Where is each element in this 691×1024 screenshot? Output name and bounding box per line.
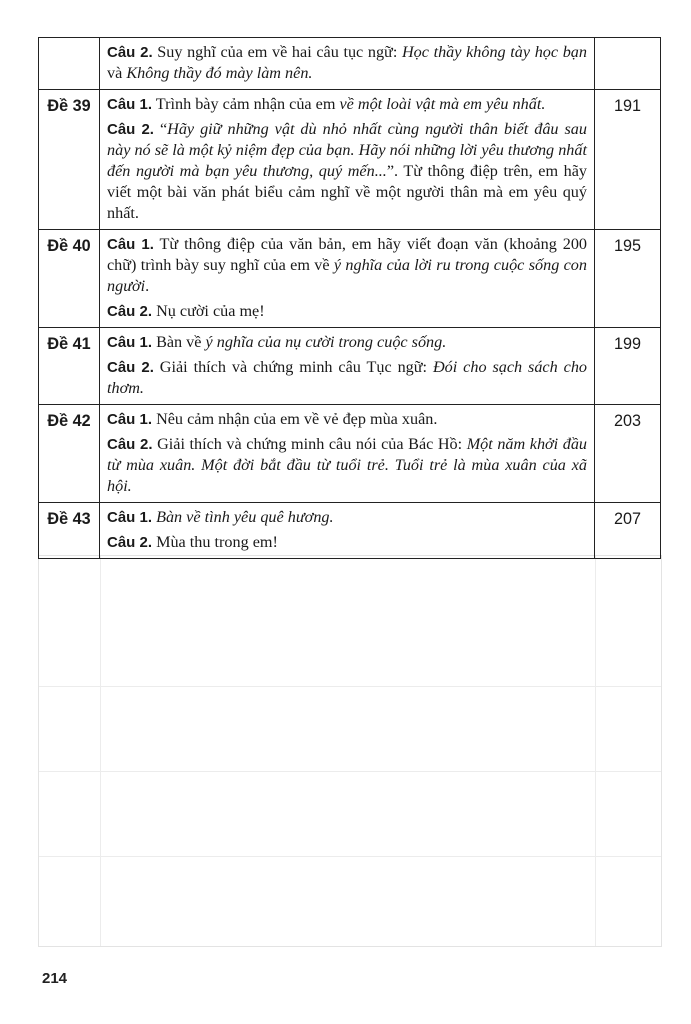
toc-row bbox=[39, 90, 661, 230]
exam-questions bbox=[100, 90, 595, 230]
toc-row bbox=[39, 230, 661, 328]
question-item bbox=[107, 234, 587, 297]
exam-questions bbox=[100, 328, 595, 405]
question-text-italic: Đói cho sạch sách cho thơm. bbox=[107, 358, 588, 397]
question-item bbox=[107, 301, 587, 322]
question-text-italic: Không thầy đó mày làm nên. bbox=[126, 64, 313, 82]
exam-questions bbox=[100, 405, 595, 503]
exam-number: Đề 43 bbox=[39, 503, 100, 559]
question-text-italic: Hãy giữ những vật dù nhỏ nhất cùng người thân biết đâu sau này nó sẽ là một kỷ niệm đẹp của bạn. Hãy nói những lời yêu thương nhất đến người mà bạn yêu thương, quý mến... bbox=[107, 120, 587, 180]
page-ref: 191 bbox=[595, 90, 661, 230]
page-number: 214 bbox=[42, 970, 68, 987]
page-ref: 195 bbox=[595, 230, 661, 328]
question-item bbox=[107, 507, 587, 528]
question-text-italic: Bàn về tình yêu quê hương. bbox=[156, 508, 334, 526]
question-text: Giải thích và chứng minh câu Tục ngữ: bbox=[153, 358, 433, 376]
question-text: Mùa thu trong em! bbox=[152, 533, 278, 551]
question-text: ”. Từ thông điệp trên, em hãy viết một bài văn phát biểu cảm nghĩ về một người thân mà em yêu quý nhất. bbox=[107, 162, 587, 222]
question-text: Giải thích và chứng minh câu nói của Bác Hồ: bbox=[152, 435, 467, 453]
question-text: Nụ cười của mẹ! bbox=[152, 302, 265, 320]
question-text: Trình bày cảm nhận của em bbox=[152, 95, 340, 113]
question-item bbox=[107, 42, 587, 84]
question-text-italic: Học thầy không tày học bạn bbox=[401, 43, 587, 61]
exam-number: Đề 40 bbox=[39, 230, 100, 328]
question-label: Câu 1. bbox=[107, 96, 153, 113]
question-label: Câu 1. bbox=[107, 509, 153, 526]
page-ref: 207 bbox=[595, 503, 661, 559]
toc-row bbox=[39, 405, 661, 503]
exam-questions bbox=[100, 38, 595, 90]
question-label: Câu 2. bbox=[107, 303, 153, 320]
question-label: Câu 2. bbox=[107, 44, 153, 61]
question-text: “ bbox=[153, 120, 168, 138]
question-item bbox=[107, 434, 587, 497]
question-text: và bbox=[107, 64, 127, 82]
exam-number: Đề 41 bbox=[39, 328, 100, 405]
question-item bbox=[107, 119, 587, 224]
question-text-italic: ý nghĩa của lời ru trong cuộc sống con người bbox=[107, 256, 587, 295]
page-ref: 203 bbox=[595, 405, 661, 503]
question-label: Câu 2. bbox=[107, 121, 154, 138]
question-text-italic: về một loài vật mà em yêu nhất. bbox=[339, 95, 546, 113]
question-item bbox=[107, 94, 587, 115]
question-label: Câu 2. bbox=[107, 436, 153, 453]
exam-number: Đề 39 bbox=[39, 90, 100, 230]
bleed-through-ghost bbox=[38, 555, 662, 947]
exam-number bbox=[39, 38, 100, 90]
question-item bbox=[107, 409, 587, 430]
question-text-italic: Một năm khởi đầu từ mùa xuân. Một đời bắt đầu từ tuổi trẻ. Tuổi trẻ là mùa xuân của xã hội. bbox=[107, 435, 588, 495]
question-text-italic: ý nghĩa của nụ cười trong cuộc sống. bbox=[205, 333, 447, 351]
question-item bbox=[107, 332, 587, 353]
question-label: Câu 1. bbox=[107, 334, 153, 351]
question-item bbox=[107, 357, 587, 399]
page-ref bbox=[595, 38, 661, 90]
exam-number: Đề 42 bbox=[39, 405, 100, 503]
exam-questions bbox=[100, 230, 595, 328]
question-label: Câu 2. bbox=[107, 534, 153, 551]
toc-table bbox=[38, 37, 661, 559]
question-text: Suy nghĩ của em về hai câu tục ngữ: bbox=[152, 43, 402, 61]
question-text: . bbox=[145, 277, 150, 295]
question-text: Bàn về bbox=[152, 333, 206, 351]
question-label: Câu 2. bbox=[107, 359, 154, 376]
exam-questions bbox=[100, 503, 595, 559]
toc-row bbox=[39, 328, 661, 405]
question-text: Nêu cảm nhận của em về vẻ đẹp mùa xuân. bbox=[152, 410, 438, 428]
question-label: Câu 1. bbox=[107, 236, 154, 253]
toc-row bbox=[39, 503, 661, 559]
question-item bbox=[107, 532, 587, 553]
question-text: Từ thông điệp của văn bản, em hãy viết đoạn văn (khoảng 200 chữ) trình bày suy nghĩ của em về bbox=[107, 235, 588, 274]
toc-row bbox=[39, 38, 661, 90]
question-label: Câu 1. bbox=[107, 411, 153, 428]
page-ref: 199 bbox=[595, 328, 661, 405]
